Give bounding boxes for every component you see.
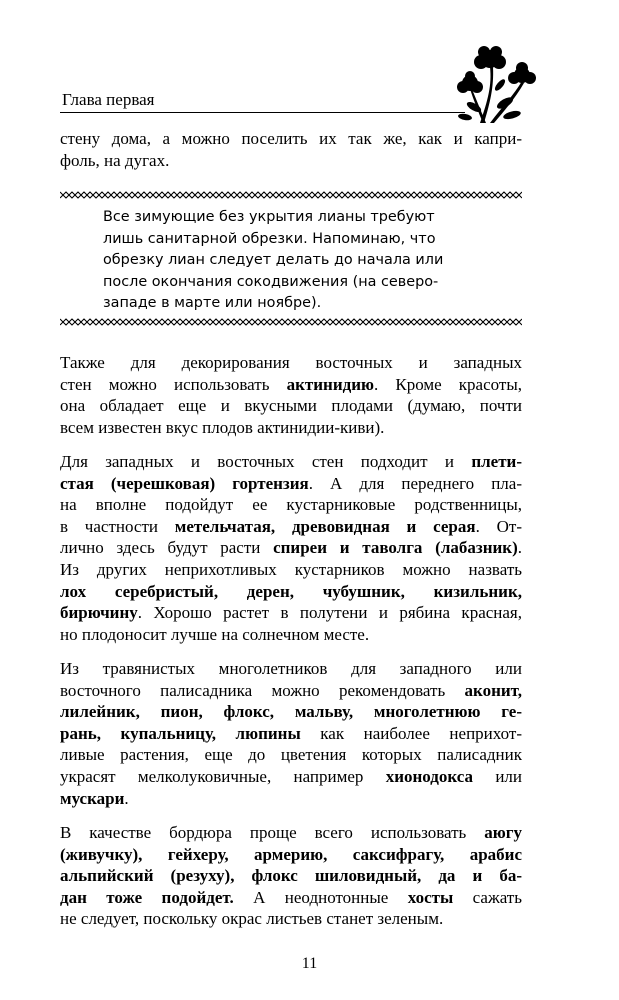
- text-run: Из травянистых многолетников для западного или: [60, 659, 522, 678]
- note-line: лишь санитарной обрезки. Напоминаю, что: [103, 230, 436, 247]
- text-line: [60, 624, 522, 646]
- text-run: А неоднотонные: [233, 887, 408, 907]
- text-line: [60, 658, 522, 680]
- text-line: [60, 473, 522, 495]
- text-run: Для западных и восточных стен подходит и: [60, 452, 472, 471]
- text-run: лично здесь будут расти: [60, 538, 274, 558]
- text-line: [60, 680, 522, 702]
- note-line: Все зимующие без укрытия лианы требуют: [103, 209, 435, 225]
- text-run: восточного палисадника можно рекомендовать: [60, 680, 465, 700]
- body-paragraph: [60, 658, 522, 809]
- sidebar-note: [103, 207, 478, 315]
- text-run: . А для переднего пла-: [308, 473, 522, 493]
- bold-term: лох серебристый, дерен, чубушник, кизильник,: [60, 581, 522, 601]
- bold-term: плети-: [471, 452, 522, 471]
- text-run: украсят мелколуковичные, например: [60, 766, 386, 786]
- body-paragraph: [60, 352, 522, 438]
- text-run: но плодоносит лучше на солнечном месте.: [60, 624, 370, 644]
- bold-term: лилейник, пион, флокс, мальву, многолетнюю ге-: [60, 702, 522, 722]
- text-line: [60, 723, 522, 745]
- bold-term: бирючину: [60, 603, 138, 623]
- text-run: как наиболее неприхот-: [300, 723, 522, 743]
- bold-term: аюгу: [484, 823, 522, 842]
- bold-term: хосты: [407, 887, 454, 907]
- text-run: на вполне подойдут ее кустарниковые родственницы,: [60, 495, 522, 515]
- text-line: [60, 602, 522, 624]
- text-line: [60, 908, 522, 930]
- note-bottom-border: [60, 318, 522, 326]
- bold-term: хионодокса: [385, 766, 474, 786]
- text-run: ливые растения, еще до цветения которых палисадник: [60, 745, 522, 765]
- text-run: всем известен вкус плодов актинидии-киви).: [60, 417, 385, 437]
- text-line: [60, 822, 522, 844]
- zigzag-line: [60, 319, 522, 325]
- note-top-border: [60, 191, 522, 199]
- text-run: фоль, на дугах.: [60, 150, 170, 170]
- text-line: [60, 887, 522, 909]
- text-run: она обладает еще и вкусными плодами (думаю, почти: [60, 396, 522, 416]
- bold-term: дан тоже подойдет.: [60, 887, 234, 907]
- text-line: [60, 537, 522, 559]
- bold-term: метельчатая, древовидная и серая: [174, 516, 476, 536]
- text-line: [60, 581, 522, 603]
- running-header: [60, 90, 465, 113]
- bold-term: спиреи и таволга (лабазник): [273, 538, 518, 558]
- text-line: [60, 395, 522, 417]
- flower-ornament-icon: [450, 45, 540, 125]
- text-line: [60, 865, 522, 887]
- text-run: сажать: [453, 887, 522, 907]
- text-line: [60, 788, 522, 810]
- text-line: [60, 352, 522, 374]
- text-line: [60, 559, 522, 581]
- text-line: [60, 494, 522, 516]
- text-line: [60, 451, 522, 473]
- bold-term: (живучку), гейхеру, армерию, саксифрагу, арабис: [60, 844, 522, 864]
- text-run: В качестве бордюра проще всего использовать: [60, 823, 485, 842]
- text-line: [60, 150, 522, 172]
- zigzag-line: [60, 192, 522, 198]
- body-paragraph: [60, 822, 522, 930]
- intro-paragraph: [60, 128, 522, 171]
- text-line: [60, 844, 522, 866]
- text-run: .: [124, 788, 129, 808]
- text-line: [60, 516, 522, 538]
- text-run: в частности: [60, 516, 175, 536]
- bold-term: актинидию: [286, 374, 374, 394]
- bold-term: альпийский (резуху), флокс шиловидный, да и ба-: [60, 866, 522, 886]
- text-run: . Хорошо растет в полутени и рябина красная,: [137, 603, 522, 623]
- text-run: Из других неприхотливых кустарников можно назвать: [60, 559, 522, 579]
- text-line: [60, 128, 522, 150]
- bold-term: аконит,: [464, 680, 522, 700]
- page-number: 11: [301, 955, 318, 972]
- text-run: стен можно использовать: [60, 374, 287, 394]
- text-line: [60, 701, 522, 723]
- text-run: . От-: [475, 516, 522, 536]
- note-line: после окончания сокодвижения (на северо-: [103, 273, 439, 290]
- text-run: стену дома, а можно поселить их так же, как и капри-: [60, 129, 522, 148]
- text-run: Также для декорирования восточных и западных: [60, 353, 522, 372]
- text-run: . Кроме красоты,: [374, 374, 523, 394]
- bold-term: стая (черешковая) гортензия: [60, 473, 309, 493]
- chapter-title: Глава первая: [62, 90, 155, 109]
- bold-term: мускари: [60, 788, 125, 808]
- text-line: [60, 744, 522, 766]
- text-line: [60, 417, 522, 439]
- text-line: [60, 374, 522, 396]
- bold-term: рань, купальницу, люпины: [60, 723, 301, 743]
- note-line: обрезку лиан следует делать до начала или: [103, 252, 444, 269]
- text-run: или: [473, 766, 522, 786]
- body-paragraph: [60, 451, 522, 645]
- text-line: [60, 766, 522, 788]
- text-run: .: [517, 538, 522, 558]
- note-line: западе в марте или ноябре).: [103, 295, 322, 312]
- text-run: не следует, поскольку окрас листьев станет зеленым.: [60, 909, 444, 929]
